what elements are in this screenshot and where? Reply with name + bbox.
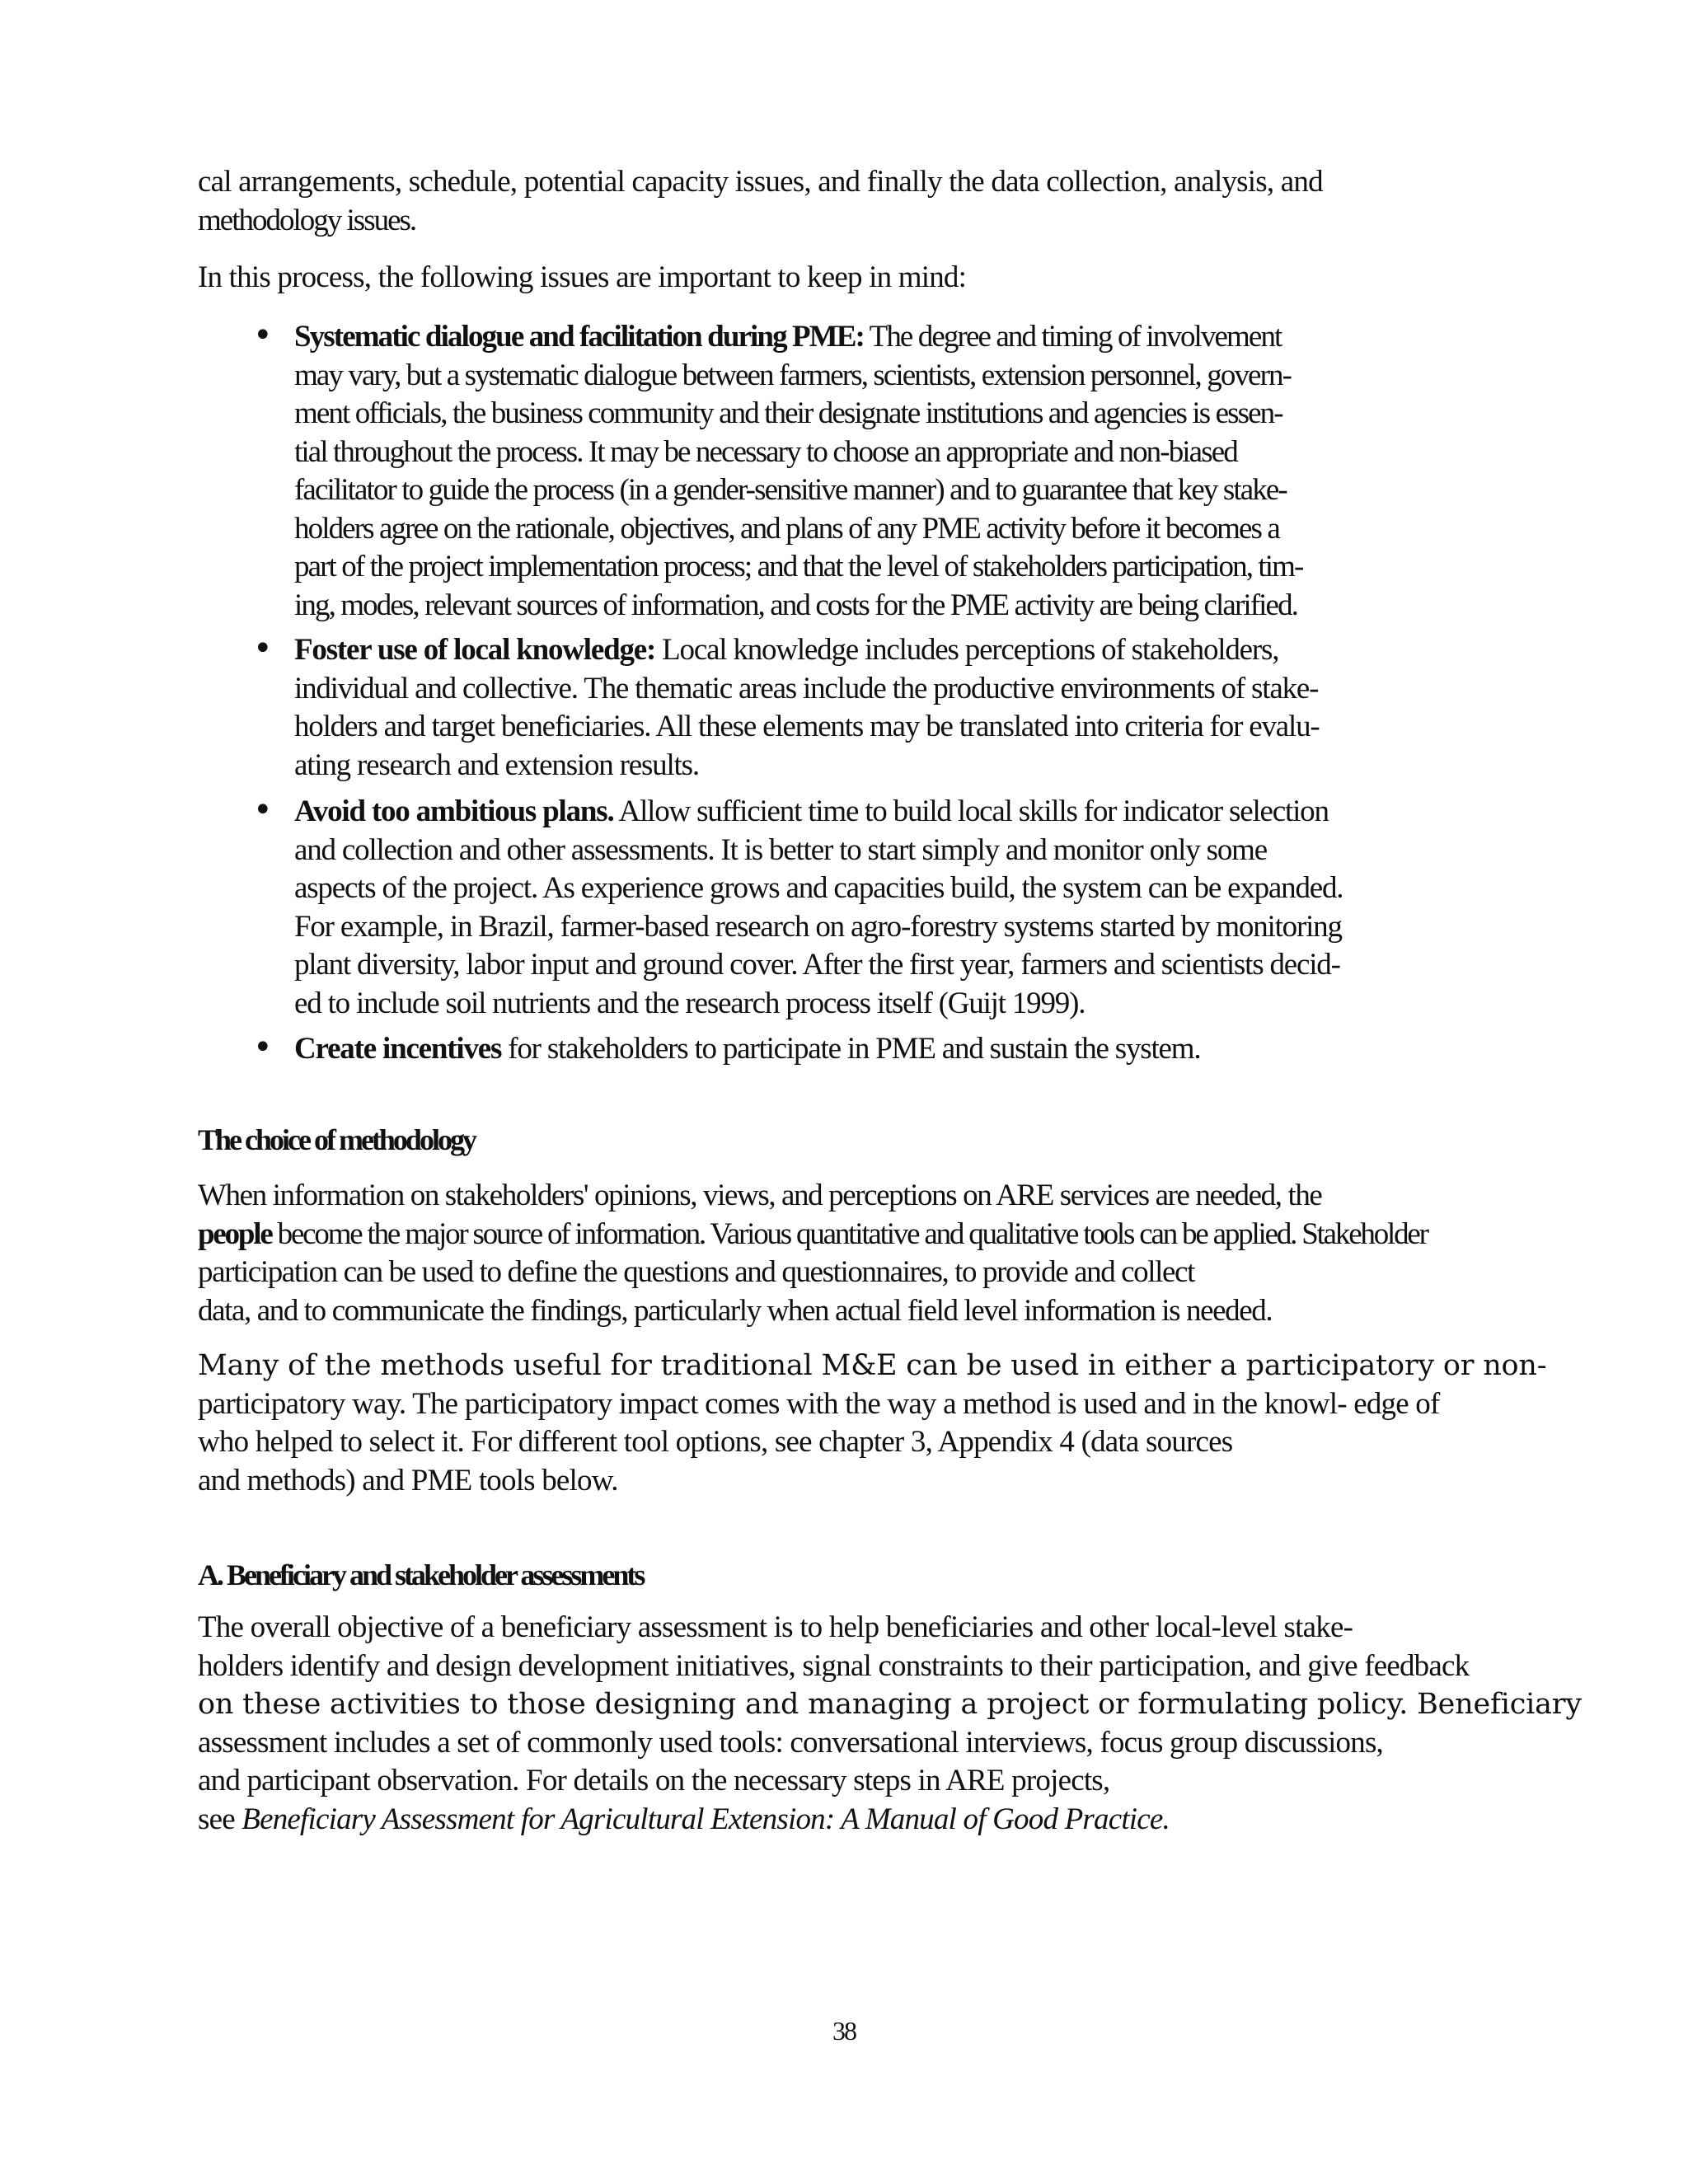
paragraph-line: and participant observation. For details on the necessary steps in ARE projects, (198, 1764, 1110, 1797)
list-item-text: and collection and other assessments. It is better to start simply and monitor only some (294, 832, 1267, 867)
list-item-title: Create incentives (294, 1032, 502, 1066)
list-item-text: individual and collective. The thematic areas include the productive environments of stake- (294, 671, 1319, 705)
list-item-text: part of the project implementation process; and that the level of stakeholders participation, tim- (294, 550, 1303, 583)
paragraph-line: data, and to communicate the findings, particularly when actual field level information is needed. (198, 1293, 1273, 1328)
paragraph-line: and methods) and PME tools below. (198, 1463, 618, 1497)
paragraph-line: assessment includes a set of commonly used tools: conversational interviews, focus group discussions, (198, 1725, 1384, 1760)
list-item-text: facilitator to guide the process (in a gender-sensitive manner) and to guarantee that key stake- (294, 473, 1287, 507)
methodology-paragraph-1 (198, 1177, 1533, 1330)
bullet-icon: • (253, 791, 272, 829)
paragraph-line: The overall objective of a beneficiary assessment is to help beneficiaries and other local-level stake- (198, 1610, 1353, 1644)
intro-line: cal arrangements, schedule, potential capacity issues, and finally the data collection, analysis, and (198, 165, 1323, 199)
list-item-text: ating research and extension results. (294, 748, 699, 782)
intro-lead (198, 259, 1533, 298)
paragraph-line: on these activities to those designing and managing a project or formulating policy. Beneficiary (198, 1688, 1582, 1721)
paragraph-line: see (198, 1802, 242, 1836)
paragraph-line: When information on stakeholders' opinions, views, and perceptions on ARE services are needed, the (198, 1179, 1322, 1212)
list-item-text: for stakeholders to participate in PME and sustain the system. (501, 1032, 1201, 1066)
list-item-title: Avoid too ambitious plans. (294, 794, 614, 828)
paragraph-line: who helped to select it. For different tool options, see chapter 3, Appendix 4 (data sources (198, 1425, 1233, 1459)
bullet-icon: • (253, 1029, 272, 1066)
list-item-text: The degree and timing of involvement (863, 320, 1282, 354)
intro-line: methodology issues. (198, 203, 416, 237)
manual-title: Beneficiary Assessment for Agricultural Extension: A Manual of Good Practice. (241, 1802, 1170, 1836)
intro-lead-text: In this process, the following issues are important to keep in mind: (198, 260, 967, 294)
section-heading: The choice of methodology (198, 1123, 475, 1156)
list-item-text: may vary, but a systematic dialogue between farmers, scientists, extension personnel, govern- (294, 358, 1292, 392)
list-item (253, 1029, 1382, 1069)
list-item-text: For example, in Brazil, farmer-based research on agro-forestry systems started by monitoring (294, 909, 1342, 944)
list-item-text: holders agree on the rationale, objectives, and plans of any PME activity before it becomes a (294, 511, 1279, 546)
bullet-icon: • (253, 630, 272, 668)
list-item-title: Foster use of local knowledge: (294, 633, 656, 667)
list-item-text: holders and target beneficiaries. All these elements may be translated into criteria for evalu- (294, 710, 1320, 743)
paragraph-line: become the major source of information. Various quantitative and qualitative tools can be applied. Stakeholder (271, 1216, 1428, 1251)
bullet-icon: • (253, 316, 271, 354)
emphasis-text: people (198, 1216, 272, 1251)
list-item (253, 791, 1382, 1023)
paragraph-line: participatory way. The participatory impact comes with the way a method is used and in the knowl- edge of (198, 1386, 1440, 1421)
list-item-text: ed to include soil nutrients and the research process itself (Guijt 1999). (294, 986, 1085, 1020)
list-item (253, 630, 1382, 785)
list-item-text: ment officials, the business community and their designate institutions and agencies is essen- (294, 396, 1282, 430)
section-heading: A. Beneficiary and stakeholder assessments (198, 1558, 644, 1591)
list-item-text: tial throughout the process. It may be necessary to choose an appropriate and non-biased (294, 434, 1237, 469)
page-number: 38 (832, 2016, 856, 2046)
list-item-title: Systematic dialogue and facilitation during PME: (294, 320, 864, 354)
paragraph-line: participation can be used to define the questions and questionnaires, to provide and collect (198, 1255, 1194, 1289)
list-item-text: ing, modes, relevant sources of information, and costs for the PME activity are being clarified. (294, 588, 1298, 622)
list-item (253, 316, 1382, 625)
intro-paragraph (198, 163, 1533, 240)
paragraph-line: holders identify and design development initiatives, signal constraints to their participation, and give feedback (198, 1648, 1470, 1683)
list-item-text: aspects of the project. As experience grows and capacities build, the system can be expanded. (294, 871, 1343, 905)
methodology-paragraph-2 (198, 1347, 1547, 1500)
paragraph-line: Many of the methods useful for traditional M&E can be used in either a participatory or non- (198, 1349, 1547, 1382)
list-item-text: Local knowledge includes perceptions of stakeholders, (655, 633, 1279, 667)
list-item-text: Allow sufficient time to build local skills for indicator selection (613, 794, 1329, 828)
list-item-text: plant diversity, labor input and ground cover. After the first year, farmers and scientists decid- (294, 948, 1340, 982)
beneficiary-paragraph (198, 1609, 1582, 1839)
